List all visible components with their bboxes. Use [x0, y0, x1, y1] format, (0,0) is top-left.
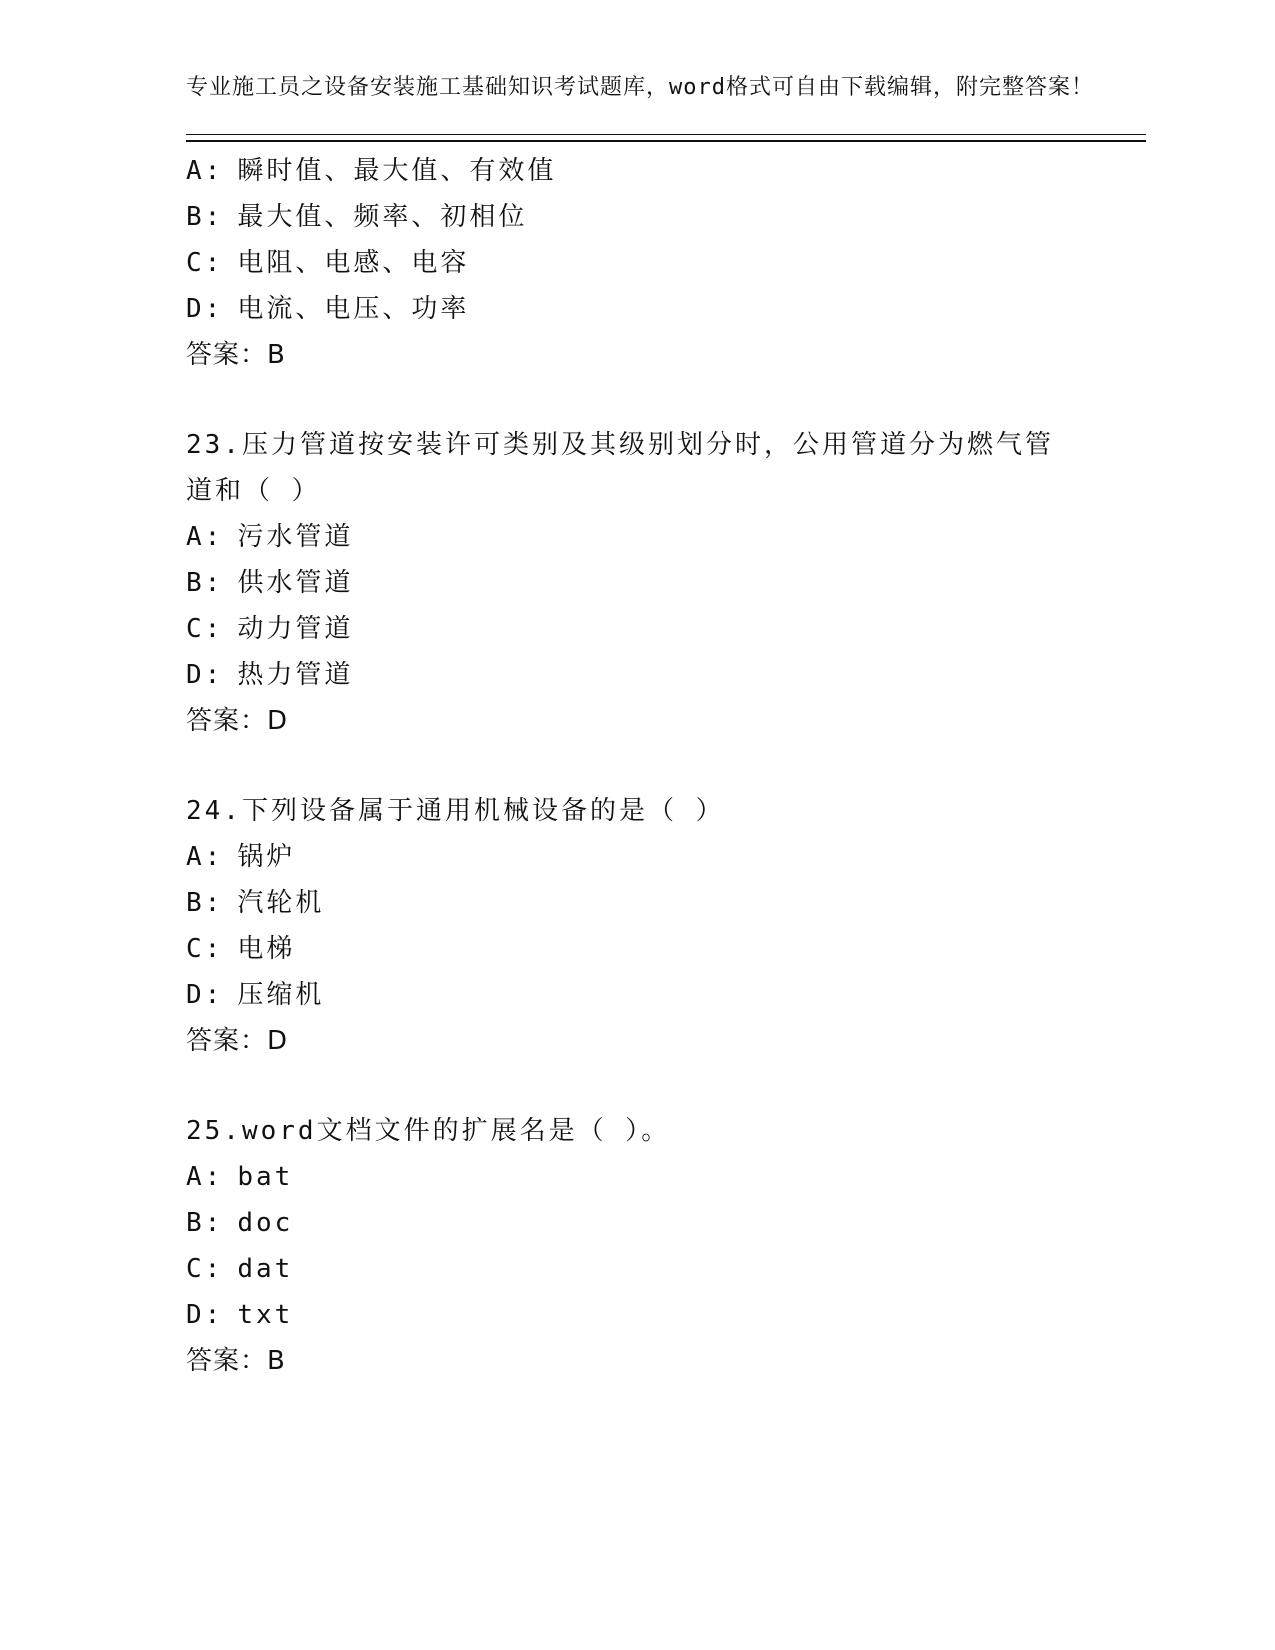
option-row	[186, 560, 1146, 606]
option-row	[186, 1246, 1146, 1292]
option-label: B:	[186, 568, 224, 598]
question-block	[186, 422, 1146, 744]
option-label: D:	[186, 294, 224, 324]
option-text: 锅炉	[237, 842, 296, 872]
option-label: A:	[186, 522, 224, 552]
question-text: 24.下列设备属于通用机械设备的是（ ）	[186, 796, 725, 826]
document-page	[186, 72, 1146, 1428]
option-text: dat	[237, 1254, 294, 1284]
question-text: 23.压力管道按安装许可类别及其级别划分时，公用管道分为燃气管道和（ ）	[186, 430, 1054, 506]
option-label: D:	[186, 660, 224, 690]
option-label: D:	[186, 980, 224, 1010]
option-row	[186, 972, 1146, 1018]
option-row	[186, 926, 1146, 972]
option-label: A:	[186, 842, 224, 872]
option-text: txt	[237, 1300, 294, 1330]
answer-text: 答案：B	[186, 1346, 286, 1376]
question-list	[186, 148, 1146, 1384]
option-row	[186, 240, 1146, 286]
option-text: 最大值、频率、初相位	[237, 202, 528, 232]
option-text: 瞬时值、最大值、有效值	[237, 156, 557, 186]
option-text: 热力管道	[237, 660, 354, 690]
option-row	[186, 652, 1146, 698]
option-label: C:	[186, 614, 224, 644]
option-text: 电梯	[237, 934, 296, 964]
option-label: D:	[186, 1300, 224, 1330]
option-row	[186, 880, 1146, 926]
option-label: B:	[186, 888, 224, 918]
option-row	[186, 1200, 1146, 1246]
option-text: 污水管道	[237, 522, 354, 552]
option-text: 压缩机	[237, 980, 325, 1010]
option-row	[186, 148, 1146, 194]
option-text: 电阻、电感、电容	[237, 248, 470, 278]
question-block	[186, 148, 1146, 378]
header-divider	[186, 134, 1146, 142]
option-label: C:	[186, 1254, 224, 1284]
option-row	[186, 1292, 1146, 1338]
option-label: C:	[186, 934, 224, 964]
option-text: 供水管道	[237, 568, 354, 598]
answer-text: 答案：D	[186, 1026, 289, 1056]
option-label: C:	[186, 248, 224, 278]
option-row	[186, 194, 1146, 240]
option-row	[186, 514, 1146, 560]
question-block	[186, 1108, 1146, 1384]
document-header-title: 专业施工员之设备安装施工基础知识考试题库，word格式可自由下载编辑，附完整答案！	[186, 75, 1094, 100]
option-row	[186, 1154, 1146, 1200]
option-text: doc	[237, 1208, 294, 1238]
option-text: 汽轮机	[237, 888, 325, 918]
option-row	[186, 834, 1146, 880]
option-text: 电流、电压、功率	[237, 294, 470, 324]
option-label: A:	[186, 1162, 224, 1192]
option-text: bat	[237, 1162, 294, 1192]
option-label: B:	[186, 1208, 224, 1238]
answer-text: 答案：D	[186, 706, 289, 736]
option-label: B:	[186, 202, 224, 232]
option-row	[186, 606, 1146, 652]
question-block	[186, 788, 1146, 1064]
question-text: 25.word文档文件的扩展名是（ ）。	[186, 1116, 671, 1146]
option-row	[186, 286, 1146, 332]
option-label: A:	[186, 156, 224, 186]
option-text: 动力管道	[237, 614, 354, 644]
answer-text: 答案：B	[186, 340, 286, 370]
